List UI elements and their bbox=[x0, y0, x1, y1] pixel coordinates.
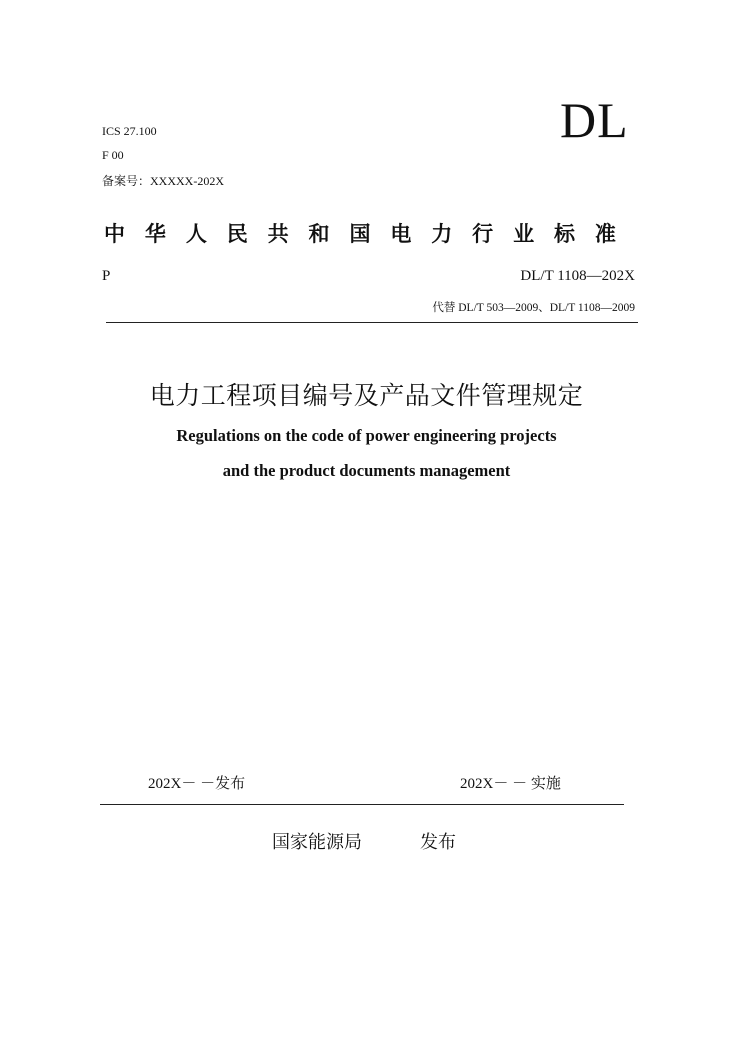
heading-char: 华 bbox=[144, 222, 166, 246]
heading-char: 和 bbox=[308, 222, 330, 246]
heading-char: 中 bbox=[104, 222, 125, 246]
issuer-name: 国家能源局 bbox=[272, 832, 362, 853]
heading-char: 业 bbox=[513, 222, 535, 246]
title-english-line2: and the product documents management bbox=[222, 461, 511, 480]
standard-category: P bbox=[102, 268, 111, 284]
publish-date: 202X－ －发布 bbox=[148, 776, 246, 792]
heading-char: 共 bbox=[267, 222, 289, 246]
heading-char: 国 bbox=[349, 222, 371, 246]
dl-logo: DL bbox=[560, 92, 629, 148]
heading-char: 人 bbox=[185, 222, 207, 246]
replaces-note: 代替 DL/T 503—2009、DL/T 1108—2009 bbox=[432, 302, 635, 314]
heading-char: 电 bbox=[390, 222, 412, 246]
classification-code: F 00 bbox=[102, 148, 124, 162]
heading-char: 准 bbox=[594, 222, 616, 246]
issue-label: 发布 bbox=[420, 832, 456, 853]
heading-char: 标 bbox=[553, 222, 575, 246]
title-chinese: 电力工程项目编号及产品文件管理规定 bbox=[149, 381, 584, 410]
top-divider bbox=[106, 322, 638, 323]
implement-date: 202X－ － 实施 bbox=[460, 776, 561, 792]
title-english-line1: Regulations on the code of power engineering projects bbox=[176, 426, 557, 445]
ics-code: ICS 27.100 bbox=[102, 124, 157, 138]
bottom-divider bbox=[100, 804, 624, 805]
heading-char: 力 bbox=[431, 222, 453, 246]
heading-char: 民 bbox=[226, 222, 248, 246]
record-number: 备案号：XXXXX-202X bbox=[102, 174, 224, 188]
industry-standard-heading bbox=[104, 218, 616, 248]
standard-number: DL/T 1108—202X bbox=[520, 268, 635, 284]
heading-char: 行 bbox=[472, 222, 494, 246]
